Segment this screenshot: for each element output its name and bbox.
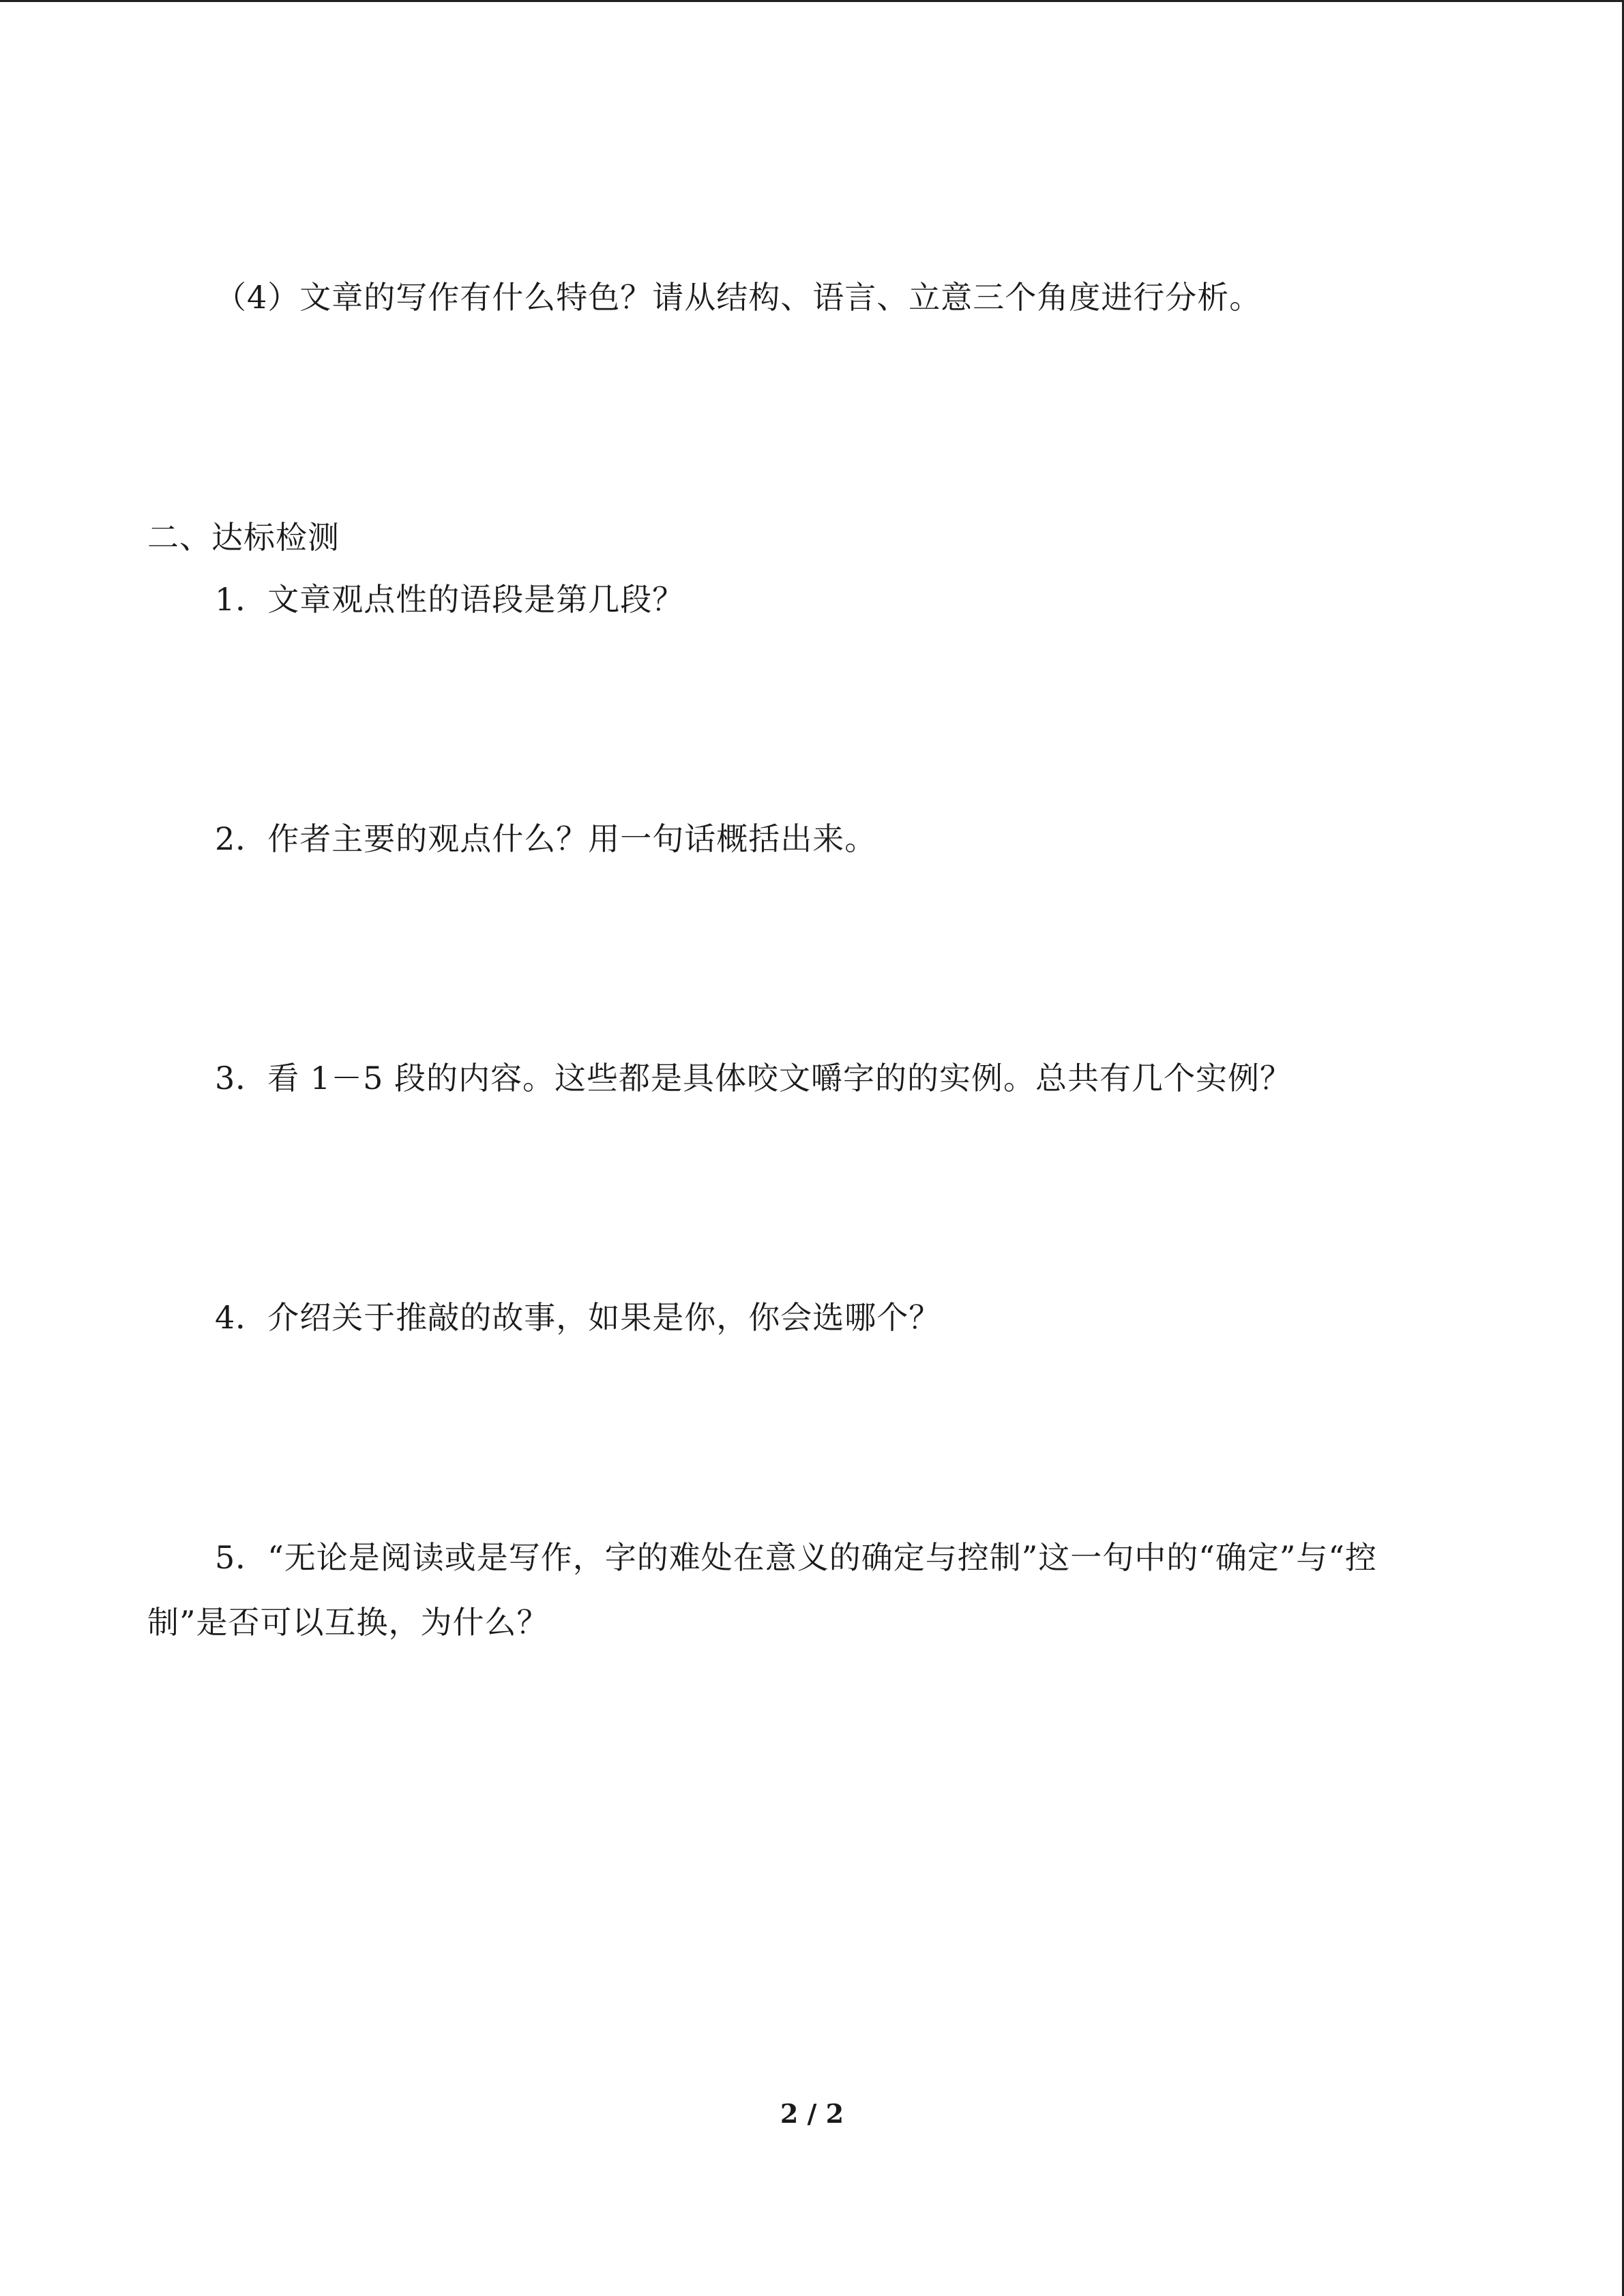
question-4-writing-features: （4）文章的写作有什么特色？请从结构、语言、立意三个角度进行分析。 bbox=[215, 279, 1262, 316]
question-3: 3．看 1－5 段的内容。这些都是具体咬文嚼字的的实例。总共有几个实例？ bbox=[215, 1060, 1293, 1097]
question-5-line-1: 5．“无论是阅读或是写作，字的难处在意义的确定与控制”这一句中的“确定”与“控 bbox=[215, 1539, 1377, 1576]
question-2: 2．作者主要的观点什么？用一句话概括出来。 bbox=[215, 820, 877, 857]
question-4: 4．介绍关于推敲的故事，如果是你，你会选哪个？ bbox=[215, 1299, 941, 1336]
section-heading-assessment: 二、达标检测 bbox=[147, 519, 340, 556]
question-1: 1．文章观点性的语段是第几段？ bbox=[215, 581, 685, 618]
page-number: 2 / 2 bbox=[780, 2098, 844, 2129]
question-5-line-2: 制”是否可以互换，为什么？ bbox=[147, 1604, 549, 1641]
